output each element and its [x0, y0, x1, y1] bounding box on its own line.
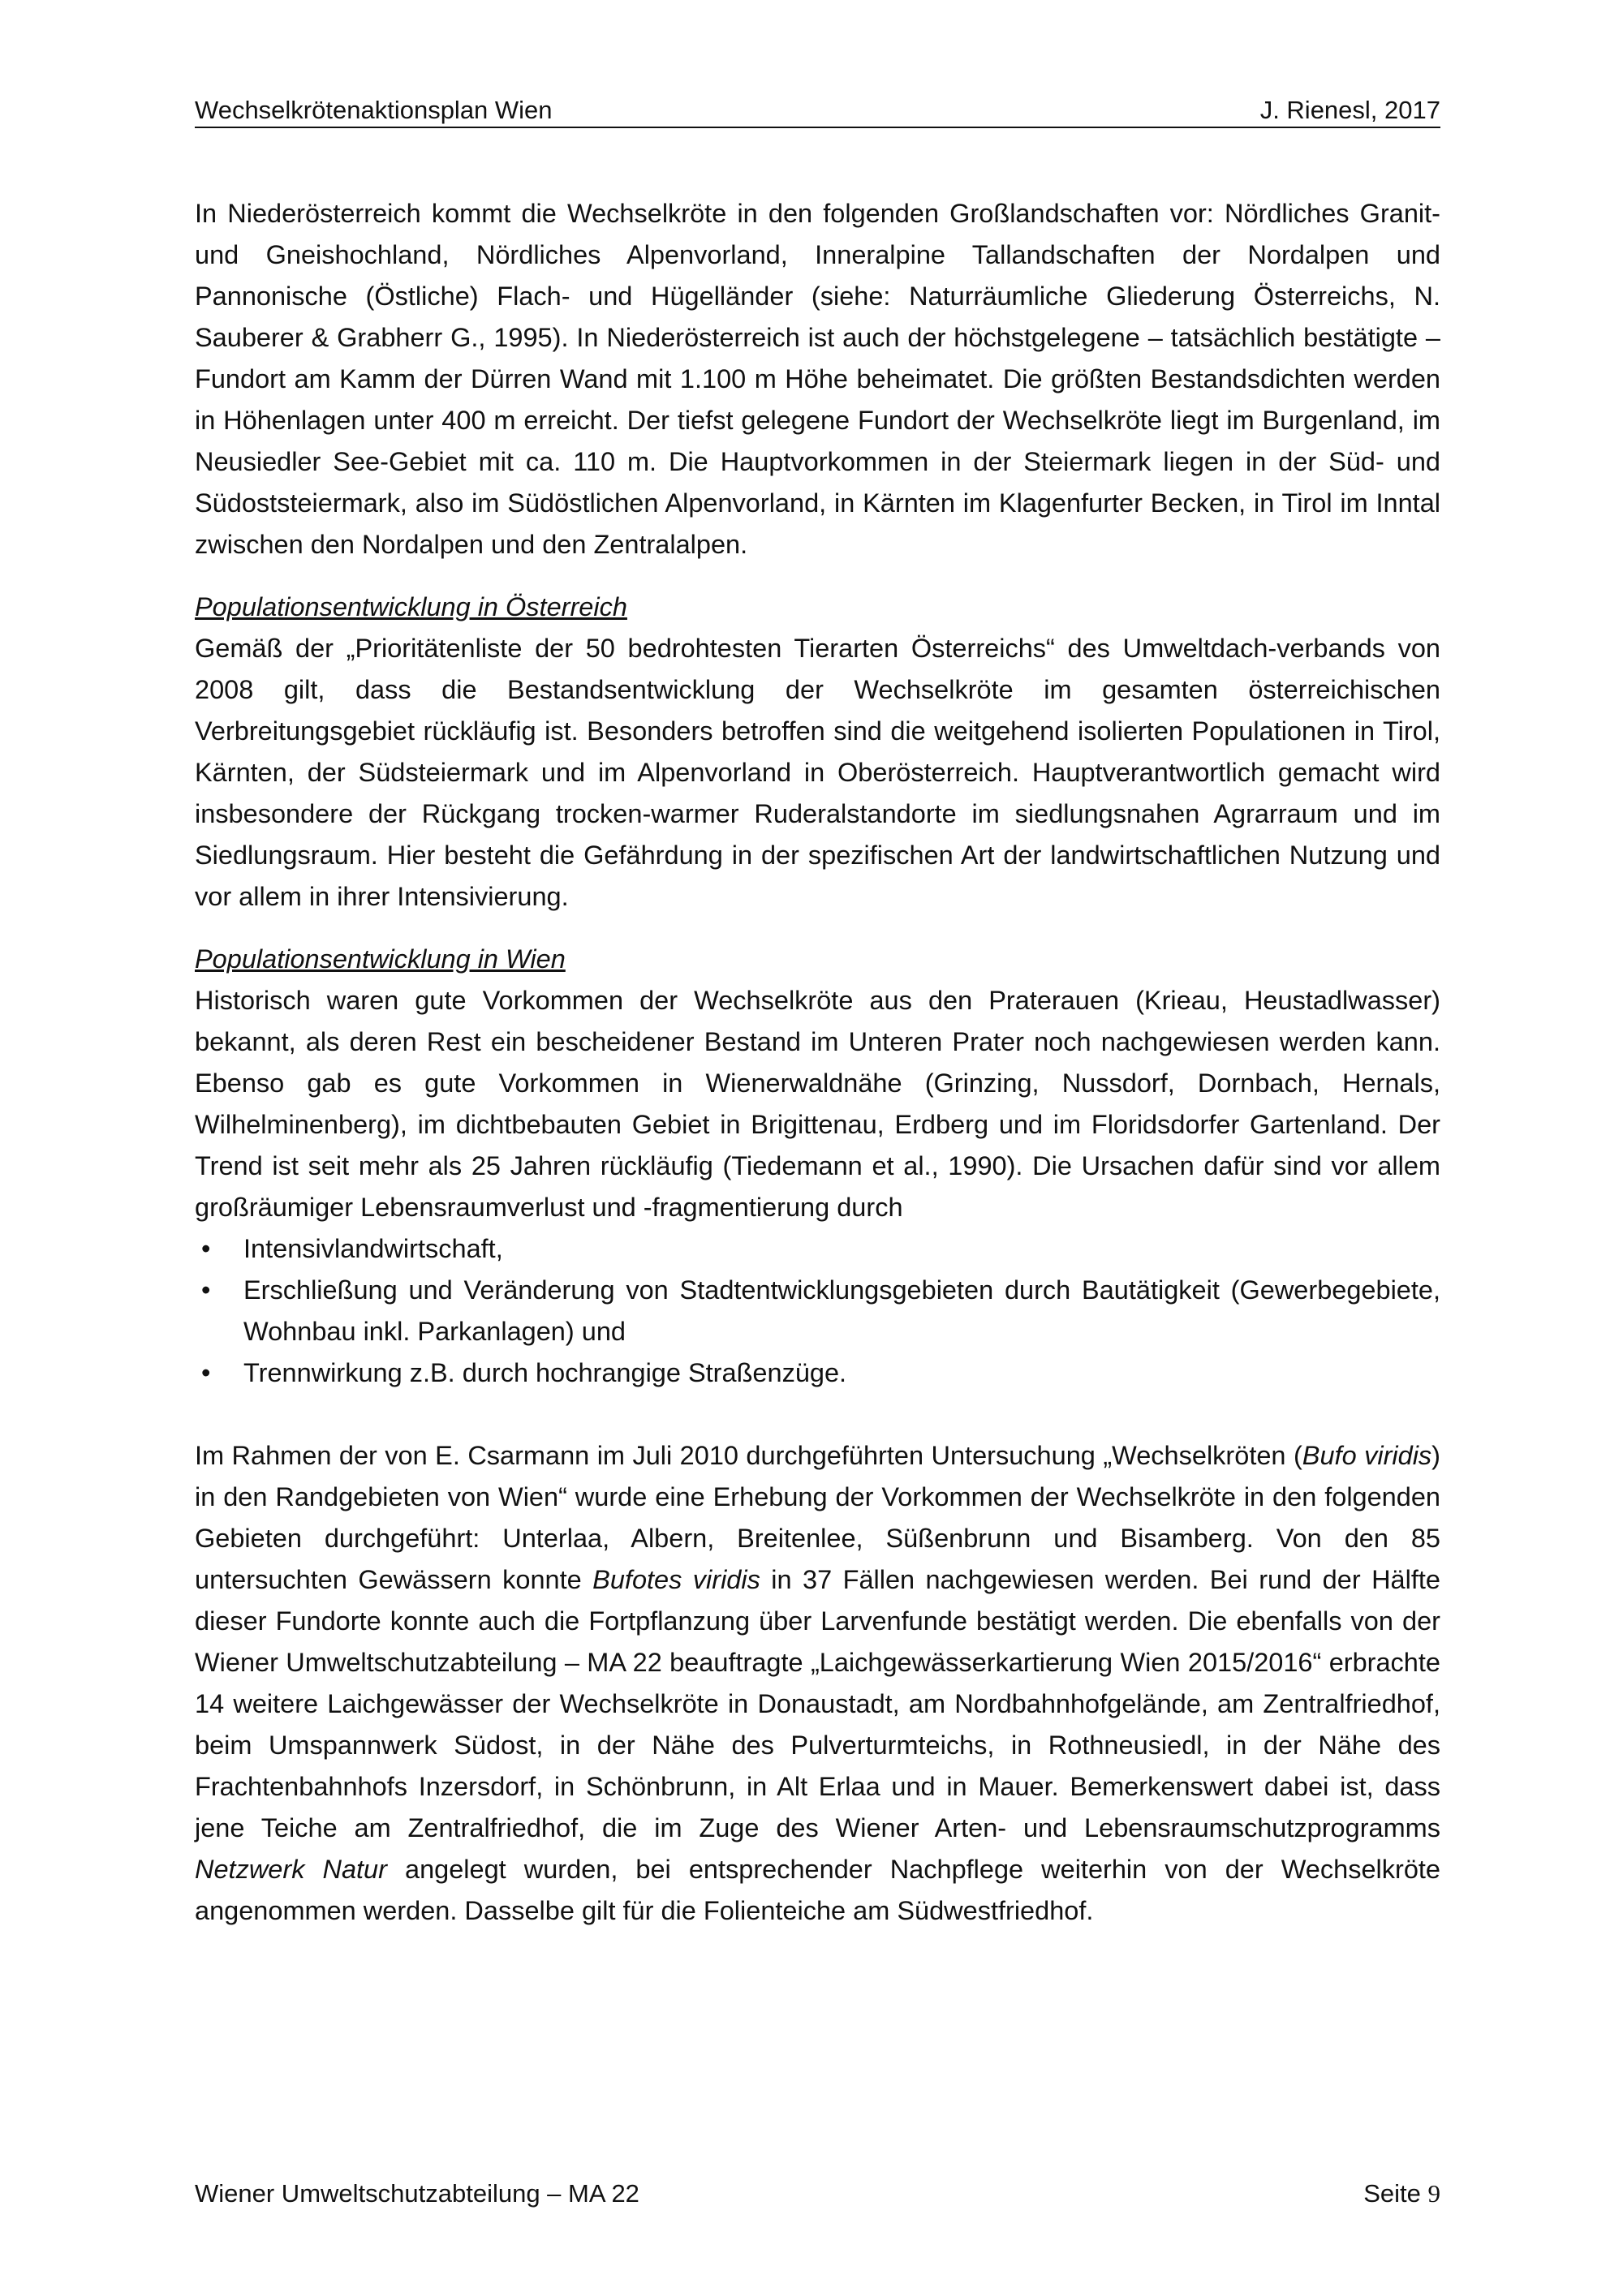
text-segment: Im Rahmen der von E. Csarmann im Juli 2010 durchgeführten Untersuchung „Wechselkröten (: [195, 1441, 1302, 1470]
section-heading-wien: Populationsentwicklung in Wien: [195, 944, 566, 974]
paragraph-population-oesterreich: Gemäß der „Prioritätenliste der 50 bedrohtesten Tierarten Österreichs“ des Umweltdach-verbands von 2008 gilt, dass die Bestandsentwicklung der Wechselkröte im gesamten österreichischen Verbreitungsgebiet rückläufig ist. Besonders betroffen sind die weitgehend isolierten Populationen in Tirol, Kärnten, der Südsteiermark und im Alpenvorland in Oberösterreich. Hauptverantwortlich gemacht wird insbesondere der Rückgang trocken-warmer Ruderalstandorte im siedlungsnahen Agrarraum und im Siedlungsraum. Hier besteht die Gefährdung in der spezifischen Art der landwirtschaftlichen Nutzung und vor allem in ihrer Intensivierung.: [195, 634, 1440, 911]
cause-list: [195, 1228, 1440, 1394]
species-name: Bufotes viridis: [592, 1565, 760, 1594]
page-label: Seite: [1363, 2179, 1421, 2208]
paragraph-population-wien: Historisch waren gute Vorkommen der Wechselkröte aus den Praterauen (Krieau, Heustadlwasser) bekannt, als deren Rest ein bescheidener Bestand im Unteren Prater noch nachgewiesen werden kann. Ebenso gab es gute Vorkommen in Wienerwaldnähe (Grinzing, Nussdorf, Dornbach, Hernals, Wilhelminenberg), im dichtbebauten Gebiet in Brigittenau, Erdberg und im Floridsdorfer Gartenland. Der Trend ist seit mehr als 25 Jahren rückläufig (Tiedemann et al., 1990). Die Ursachen dafür sind vor allem großräumiger Lebensraumverlust und -fragmentierung durch: [195, 986, 1440, 1222]
page-number: 9: [1427, 2179, 1440, 2208]
text-segment: angelegt wurden, bei entsprechender Nachpflege weiterhin von der Wechselkröte angenommen werden. Dasselbe gilt für die Folienteiche am Südwestfriedhof.: [195, 1855, 1441, 1925]
paragraph-niederoesterreich: In Niederösterreich kommt die Wechselkröte in den folgenden Großlandschaften vor: Nördliches Granit- und Gneishochland, Nördliches Alpenvorland, Inneralpine Tallandschaften der Nordalpen und Pannonische (Östliche) Flach- und Hügelländer (siehe: Naturräumliche Gliederung Österreichs, N. Sauberer & Grabherr G., 1995). In Niederösterreich ist auch der höchstgelegene – tatsächlich bestätigte – Fundort am Kamm der Dürren Wand mit 1.100 m Höhe beheimatet. Die größten Bestandsdichten werden in Höhenlagen unter 400 m erreicht. Der tiefst gelegene Fundort der Wechselkröte liegt im Burgenland, im Neusiedler See-Gebiet mit ca. 110 m. Die Hauptvorkommen in der Steiermark liegen in der Süd- und Südoststeiermark, also im Südöstlichen Alpenvorland, in Kärnten im Klagenfurter Becken, in Tirol im Inntal zwischen den Nordalpen und den Zentralalpen.: [195, 199, 1440, 559]
page-body: [195, 193, 1440, 1932]
list-item: • Trennwirkung z.B. durch hochrangige Straßenzüge.: [195, 1352, 1440, 1394]
species-name: Bufo viridis: [1302, 1441, 1432, 1470]
document-title: Wechselkrötenaktionsplan Wien: [195, 96, 553, 124]
text-segment: ) in den Randgebieten von Wien“ wurde eine Erhebung der Vorkommen der Wechselkröte in den folgenden Gebieten durchgeführt: Unterlaa, Albern, Breitenlee, Süßenbrunn und Bisamberg. Von den 85 untersuchten Gewässern konnte: [195, 1441, 1440, 1594]
text-segment: in 37 Fällen nachgewiesen werden. Bei rund der Hälfte dieser Fundorte konnte auch die Fortpflanzung über Larvenfunde bestätigt werden. Die ebenfalls von der Wiener Umweltschutzabteilung – MA 22 beauftragte „Laichgewässerkartierung Wien 2015/2016“ erbrachte 14 weitere Laichgewässer der Wechselkröte in Donaustadt, am Nordbahnhofgelände, am Zentralfriedhof, beim Umspannwerk Südost, in der Nähe des Pulverturmteichs, in Rothneusiedl, in der Nähe des Frachtenbahnhofs Inzersdorf, in Schönbrunn, in Alt Erlaa und in Mauer. Bemerkenswert dabei ist, dass jene Teiche am Zentralfriedhof, die im Zuge des Wiener Arten- und Lebensraumschutzprogramms: [195, 1565, 1440, 1842]
paragraph-csarmann-study: [195, 1435, 1440, 1932]
page-number-label: [1363, 2179, 1440, 2208]
footer-organization: Wiener Umweltschutzabteilung – MA 22: [195, 2179, 639, 2208]
program-name: Netzwerk Natur: [195, 1855, 387, 1884]
page-header: [195, 96, 1440, 128]
list-item: • Erschließung und Veränderung von Stadtentwicklungsgebieten durch Bautätigkeit (Gewerbegebiete, Wohnbau inkl. Parkanlagen) und: [195, 1270, 1440, 1352]
list-item: • Intensivlandwirtschaft,: [195, 1228, 1440, 1270]
author-year: J. Rienesl, 2017: [1259, 96, 1440, 124]
page-footer: [195, 2179, 1440, 2208]
section-heading-oesterreich: Populationsentwicklung in Österreich: [195, 592, 627, 621]
